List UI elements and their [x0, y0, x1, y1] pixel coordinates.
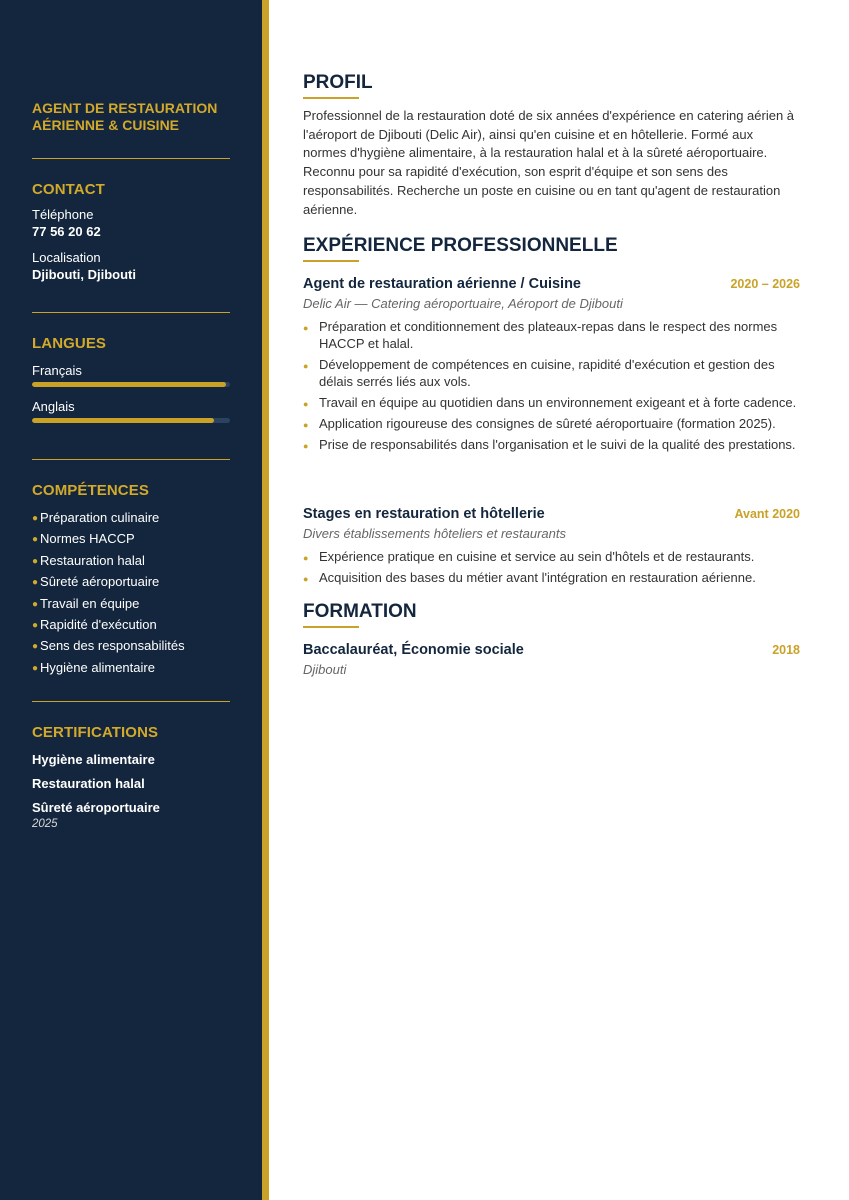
contact-heading: CONTACT — [32, 181, 105, 198]
profile-text: Professionnel de la restauration doté de six années d'expérience en catering aérien à l'aéroport de Djibouti (Delic Air), ainsi qu'en cuisine et en hôtellerie. Formé aux normes d'hygiène alimentaire, à la restauration halal et à la sûreté aéroportuaire. Reconnu pour sa rapidité d'exécution, son esprit d'équipe et son sens des responsabilités. Recherche un poste en cuisine ou en tant qu'agent de restauration aérienne. — [303, 108, 795, 217]
bullet-dot-icon: ● — [303, 574, 309, 584]
certification-name: Hygiène alimentaire — [32, 752, 155, 767]
bullet-dot-icon: ● — [303, 441, 309, 451]
bullet-dot-icon: ● — [32, 662, 39, 674]
bullet-dot-icon: ● — [32, 598, 39, 610]
bullet-dot-icon: ● — [32, 513, 39, 524]
language-name: Anglais — [32, 399, 75, 414]
bullet-dot-icon: ● — [32, 619, 39, 631]
education-header — [303, 641, 800, 659]
skills-heading: COMPÉTENCES — [32, 482, 149, 499]
skill-item: ● Travail en équipe — [32, 595, 140, 611]
certification-year: 2025 — [32, 818, 58, 830]
job-bullets — [303, 548, 800, 590]
education-degree: Baccalauréat, Économie sociale — [303, 642, 524, 658]
list-item: ● Travail en équipe au quotidien dans un environnement exigeant et à forte cadence. — [303, 394, 800, 411]
accent-bar — [262, 0, 269, 1200]
bullet-dot-icon: ● — [32, 641, 39, 653]
bullet-dot-icon: ● — [32, 555, 39, 567]
job-bullets — [303, 318, 800, 457]
skill-item: ● Restauration halal — [32, 552, 145, 568]
skill-item: ● Normes HACCP — [32, 531, 135, 547]
divider — [32, 312, 230, 313]
language-level-fill — [32, 418, 214, 423]
heading-underline — [303, 97, 359, 99]
phone-value: 77 56 20 62 — [32, 224, 101, 239]
certification-name: Sûreté aéroportuaire — [32, 800, 160, 815]
heading-underline — [303, 626, 359, 628]
language-level-fill — [32, 382, 226, 387]
education-place: Djibouti — [303, 662, 347, 677]
list-item: ● Préparation et conditionnement des plateaux-repas dans le respect des normes HACCP et halal. — [303, 319, 778, 351]
job-date: Avant 2020 — [734, 507, 800, 521]
skill-item: ● Sûreté aéroportuaire — [32, 574, 160, 590]
job-date: 2020 – 2026 — [730, 277, 800, 291]
language-name: Français — [32, 363, 82, 378]
bullet-dot-icon: ● — [303, 323, 309, 333]
list-item: ● Acquisition des bases du métier avant l'intégration en restauration aérienne. — [303, 569, 800, 586]
list-item: ● Développement de compétences en cuisine, rapidité d'exécution et gestion des délais serrés liés aux vols. — [303, 357, 775, 389]
certification-name: Restauration halal — [32, 776, 145, 791]
list-item: ● Prise de responsabilités dans l'organisation et le suivi de la qualité des prestations. — [303, 436, 800, 453]
bullet-dot-icon: ● — [32, 534, 39, 546]
heading-underline — [303, 260, 359, 262]
education-year: 2018 — [772, 643, 800, 657]
bullet-dot-icon: ● — [303, 399, 309, 409]
sidebar — [0, 0, 262, 1200]
bullet-dot-icon: ● — [303, 361, 309, 371]
divider — [32, 459, 230, 460]
languages-heading: LANGUES — [32, 335, 107, 352]
location-value: Djibouti, Djibouti — [32, 267, 136, 282]
skill-item: ● Rapidité d'exécution — [32, 616, 157, 632]
job-header — [303, 275, 800, 293]
education-heading: FORMATION — [303, 601, 417, 622]
bullet-dot-icon: ● — [303, 553, 309, 563]
skill-item: ● Hygiène alimentaire — [32, 659, 155, 675]
skill-item: ● Préparation culinaire — [32, 510, 160, 525]
experience-heading: EXPÉRIENCE PROFESSIONNELLE — [303, 235, 618, 256]
location-label: Localisation — [32, 250, 101, 265]
job-role: Agent de restauration aérienne / Cuisine — [303, 276, 581, 292]
certifications-heading: CERTIFICATIONS — [32, 724, 159, 741]
skills-list — [32, 509, 185, 680]
job-company: Delic Air — Catering aéroportuaire, Aéroport de Djibouti — [303, 296, 623, 311]
job-role: Stages en restauration et hôtellerie — [303, 506, 545, 522]
divider — [32, 701, 230, 702]
job-company: Divers établissements hôteliers et restaurants — [303, 526, 567, 541]
list-item: ● Application rigoureuse des consignes de sûreté aéroportuaire (formation 2025). — [303, 415, 800, 432]
list-item: ● Expérience pratique en cuisine et service au sein d'hôtels et de restaurants. — [303, 548, 800, 565]
bullet-dot-icon: ● — [303, 420, 309, 430]
language-level-bar — [32, 382, 230, 387]
phone-label: Téléphone — [32, 207, 94, 222]
divider — [32, 158, 230, 159]
job-title: AGENT DE RESTAURATION AÉRIENNE & CUISINE — [32, 100, 218, 133]
skill-item: ● Sens des responsabilités — [32, 638, 185, 654]
profile-heading: PROFIL — [303, 72, 373, 93]
language-level-bar — [32, 418, 230, 423]
job-header — [303, 505, 800, 523]
bullet-dot-icon: ● — [32, 577, 39, 589]
